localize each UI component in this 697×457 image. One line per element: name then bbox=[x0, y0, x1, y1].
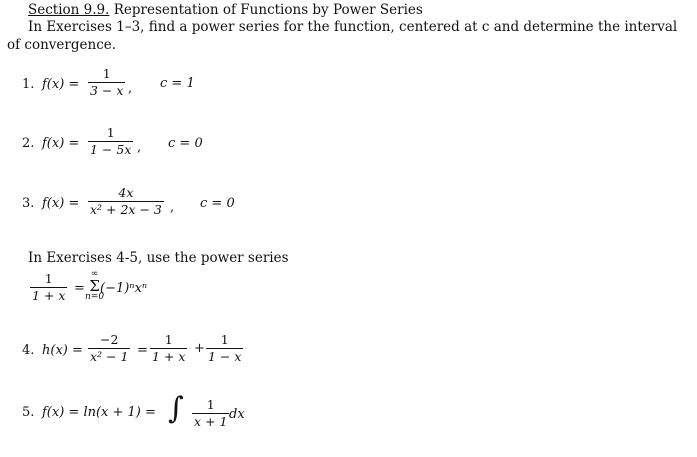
exercise-5-fraction bbox=[192, 398, 229, 429]
exercise-4-fraction-1 bbox=[88, 333, 130, 364]
series-intro: In Exercises 4-5, use the power series bbox=[28, 250, 289, 266]
sum-upper-limit: ∞ bbox=[90, 269, 99, 279]
sigma-symbol: Σ bbox=[89, 277, 100, 295]
exercise-4-frac1-denominator: x² − 1 bbox=[90, 349, 129, 364]
instructions-line-1: In Exercises 1–3, find a power series for the function, centered at c and determine the interval bbox=[28, 19, 678, 35]
exercise-5-numerator: 1 bbox=[206, 397, 215, 412]
exercise-1-center: c = 1 bbox=[160, 76, 195, 91]
exercise-4-fraction-2 bbox=[150, 333, 187, 364]
exercise-5-lhs: f(x) = ln(x + 1) = bbox=[42, 405, 156, 420]
exercise-1-lhs: f(x) = bbox=[42, 77, 80, 92]
series-summand: (−1)ⁿxⁿ bbox=[100, 281, 148, 296]
exercise-2-center: c = 0 bbox=[168, 136, 203, 151]
exercise-4-frac3-denominator: 1 − x bbox=[208, 349, 242, 364]
exercise-3-number: 3. bbox=[22, 196, 35, 211]
exercise-1-number: 1. bbox=[22, 77, 35, 92]
comma: , bbox=[128, 81, 133, 96]
exercise-3-numerator: 4x bbox=[118, 185, 134, 200]
exercise-2-fraction bbox=[88, 126, 133, 157]
exercise-4-plus: + bbox=[194, 341, 205, 356]
series-denominator: 1 + x bbox=[32, 288, 66, 303]
exercise-1-denominator: 3 − x bbox=[90, 83, 124, 98]
exercise-2-number: 2. bbox=[22, 136, 35, 151]
exercise-5-denominator: x + 1 bbox=[194, 414, 228, 429]
exercise-5-differential: dx bbox=[229, 407, 245, 422]
section-heading bbox=[28, 2, 423, 18]
integral-sign: ∫ bbox=[168, 391, 184, 426]
exercise-4-lhs: h(x) = bbox=[42, 343, 83, 358]
exercise-4-frac2-numerator: 1 bbox=[164, 332, 173, 347]
exercise-2-lhs: f(x) = bbox=[42, 136, 80, 151]
exercise-4-frac2-denominator: 1 + x bbox=[152, 349, 186, 364]
exercise-4-number: 4. bbox=[22, 343, 35, 358]
exercise-4-equals: = bbox=[137, 343, 148, 358]
series-numerator: 1 bbox=[44, 271, 53, 286]
exercise-3-lhs: f(x) = bbox=[42, 196, 80, 211]
exercise-3-denominator: x² + 2x − 3 bbox=[90, 202, 162, 217]
exercise-1-numerator: 1 bbox=[102, 66, 111, 81]
exercise-3-center: c = 0 bbox=[200, 196, 235, 211]
instructions-line-2: of convergence. bbox=[7, 37, 117, 53]
exercise-5-number: 5. bbox=[22, 405, 35, 420]
exercise-1-fraction bbox=[88, 67, 125, 98]
sum-lower-limit: n=0 bbox=[85, 292, 105, 302]
series-equals: = bbox=[74, 281, 85, 296]
comma: , bbox=[170, 200, 175, 215]
section-title: Representation of Functions by Power Series bbox=[109, 2, 423, 18]
exercise-4-fraction-3 bbox=[206, 333, 243, 364]
section-label: Section 9.9. bbox=[28, 2, 110, 18]
exercise-4-frac1-numerator: −2 bbox=[100, 332, 119, 347]
exercise-4-frac3-numerator: 1 bbox=[220, 332, 229, 347]
exercise-3-fraction bbox=[88, 186, 164, 217]
comma: , bbox=[137, 140, 142, 155]
exercise-2-denominator: 1 − 5x bbox=[90, 142, 132, 157]
exercise-2-numerator: 1 bbox=[106, 125, 115, 140]
series-fraction bbox=[30, 272, 67, 303]
